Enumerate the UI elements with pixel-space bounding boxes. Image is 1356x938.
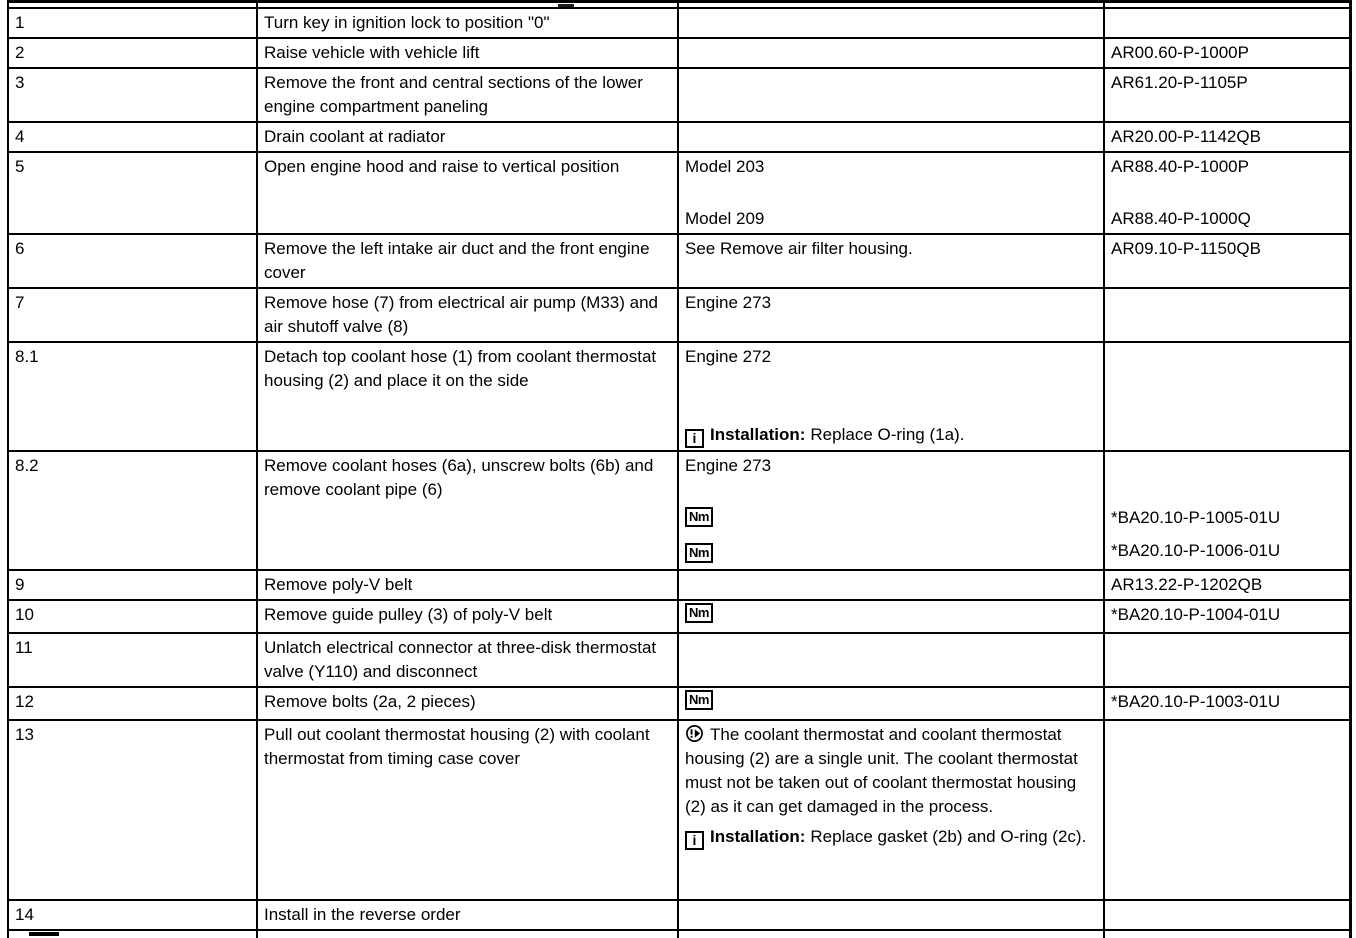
info-icon: i — [685, 831, 704, 850]
table-row-step-3 — [8, 68, 1350, 122]
note-cell — [678, 8, 1104, 38]
note-cell — [678, 122, 1104, 152]
step-number: 13 — [8, 720, 257, 900]
doc-code: *BA20.10-P-1004-01U — [1111, 605, 1281, 624]
torque-nm-icon: Nm — [685, 507, 713, 527]
note-cell — [678, 234, 1104, 288]
table-row-step-8-1 — [8, 342, 1350, 451]
step-number: 4 — [8, 122, 257, 152]
procedure-cell: Install in the reverse order — [257, 900, 678, 930]
cutoff-text-remnant — [558, 4, 574, 7]
procedure-cell: Remove the front and central sections of the lower engine compartment paneling — [257, 68, 678, 122]
engine-note: Engine 273 — [685, 456, 772, 475]
doc-cell — [1104, 288, 1350, 342]
step-number: 5 — [8, 152, 257, 234]
cut-bottom-step-cell — [8, 930, 257, 938]
procedure-cell: Remove guide pulley (3) of poly-V belt — [257, 600, 678, 633]
table-row-step-10 — [8, 600, 1350, 633]
procedure-cell: Remove the left intake air duct and the front engine cover — [257, 234, 678, 288]
procedure-cell: Turn key in ignition lock to position "0" — [257, 8, 678, 38]
doc-cell — [1104, 600, 1350, 633]
procedure-cell: Remove hose (7) from electrical air pump (M33) and air shutoff valve (8) — [257, 288, 678, 342]
cross-reference: See Remove air filter housing. — [685, 239, 913, 258]
note-cell — [678, 152, 1104, 234]
step-number: 6 — [8, 234, 257, 288]
model-note: Model 209 — [685, 209, 765, 228]
step-number: 1 — [8, 8, 257, 38]
procedure-cell: Remove poly-V belt — [257, 570, 678, 600]
installation-label: Installation: — [710, 425, 806, 444]
table-row-step-6 — [8, 234, 1350, 288]
table-row-step-7 — [8, 288, 1350, 342]
note-cell — [678, 570, 1104, 600]
procedure-cell: Open engine hood and raise to vertical position — [257, 152, 678, 234]
note-cell — [678, 900, 1104, 930]
doc-code: AR20.00-P-1142QB — [1111, 127, 1261, 146]
torque-nm-icon: Nm — [685, 690, 713, 710]
doc-code: *BA20.10-P-1003-01U — [1111, 692, 1281, 711]
doc-code: *BA20.10-P-1005-01U — [1111, 508, 1281, 527]
damage-note: The coolant thermostat and coolant thermostat housing (2) are a single unit. The coolant thermostat must not be taken out of coolant thermostat housing (2) as it can get damaged in the process. — [685, 725, 1078, 816]
cut-bottom-doc-cell — [1104, 930, 1350, 938]
table-row-step-13 — [8, 720, 1350, 900]
doc-cell — [1104, 570, 1350, 600]
procedure-cell: Remove bolts (2a, 2 pieces) — [257, 687, 678, 720]
installation-note — [685, 423, 1098, 448]
installation-label: Installation: — [710, 827, 806, 846]
doc-code: *BA20.10-P-1006-01U — [1111, 541, 1281, 560]
table-row-step-5 — [8, 152, 1350, 234]
procedure-cell: Unlatch electrical connector at three-disk thermostat valve (Y110) and disconnect — [257, 633, 678, 687]
table-row-step-4 — [8, 122, 1350, 152]
doc-cell — [1104, 8, 1350, 38]
step-number: 14 — [8, 900, 257, 930]
table-row-step-14 — [8, 900, 1350, 930]
info-icon: i — [685, 429, 704, 448]
cut-bottom-procedure-cell — [257, 930, 678, 938]
table-row-cutoff-bottom — [8, 930, 1350, 938]
table-row-step-11 — [8, 633, 1350, 687]
procedure-cell: Drain coolant at radiator — [257, 122, 678, 152]
step-number: 11 — [8, 633, 257, 687]
doc-code: AR88.40-P-1000P — [1111, 157, 1249, 176]
engine-note: Engine 272 — [685, 347, 772, 366]
doc-cell — [1104, 68, 1350, 122]
doc-code: AR13.22-P-1202QB — [1111, 575, 1263, 594]
note-cell — [678, 600, 1104, 633]
table-row-step-9 — [8, 570, 1350, 600]
doc-cell — [1104, 451, 1350, 570]
note-cell — [678, 288, 1104, 342]
installation-text: Replace O-ring (1a). — [810, 425, 965, 444]
note-cell — [678, 342, 1104, 451]
step-number: 8.2 — [8, 451, 257, 570]
cut-bottom-note-cell — [678, 930, 1104, 938]
step-number: 12 — [8, 687, 257, 720]
table-row-step-8-2 — [8, 451, 1350, 570]
doc-cell — [1104, 234, 1350, 288]
step-number: 3 — [8, 68, 257, 122]
doc-cell — [1104, 900, 1350, 930]
doc-code: AR88.40-P-1000Q — [1111, 209, 1251, 228]
step-number: 9 — [8, 570, 257, 600]
damage-warning-icon — [685, 724, 705, 743]
note-cell — [678, 720, 1104, 900]
procedure-cell: Remove coolant hoses (6a), unscrew bolts (6b) and remove coolant pipe (6) — [257, 451, 678, 570]
note-cell — [678, 68, 1104, 122]
procedure-table — [7, 0, 1352, 938]
procedure-cell: Pull out coolant thermostat housing (2) with coolant thermostat from timing case cover — [257, 720, 678, 900]
note-cell — [678, 451, 1104, 570]
doc-code: AR61.20-P-1105P — [1111, 73, 1248, 92]
torque-nm-icon: Nm — [685, 543, 713, 563]
installation-text: Replace gasket (2b) and O-ring (2c). — [810, 827, 1087, 846]
table-row-step-2 — [8, 38, 1350, 68]
step-number: 8.1 — [8, 342, 257, 451]
doc-cell — [1104, 720, 1350, 900]
procedure-cell: Raise vehicle with vehicle lift — [257, 38, 678, 68]
step-number: 10 — [8, 600, 257, 633]
step-number: 2 — [8, 38, 257, 68]
doc-code: AR09.10-P-1150QB — [1111, 239, 1261, 258]
note-cell — [678, 633, 1104, 687]
note-cell — [678, 38, 1104, 68]
doc-cell — [1104, 687, 1350, 720]
torque-nm-icon: Nm — [685, 603, 713, 623]
cutoff-icon-remnant — [29, 932, 59, 936]
engine-note: Engine 273 — [685, 293, 772, 312]
doc-cell — [1104, 342, 1350, 451]
installation-note — [685, 825, 1098, 850]
doc-cell — [1104, 38, 1350, 68]
table-row-step-12 — [8, 687, 1350, 720]
model-note: Model 203 — [685, 157, 765, 176]
note-cell — [678, 687, 1104, 720]
procedure-cell: Detach top coolant hose (1) from coolant thermostat housing (2) and place it on the side — [257, 342, 678, 451]
doc-cell — [1104, 152, 1350, 234]
doc-cell — [1104, 122, 1350, 152]
step-number: 7 — [8, 288, 257, 342]
table-row-step-1 — [8, 8, 1350, 38]
doc-code: AR00.60-P-1000P — [1111, 43, 1249, 62]
doc-cell — [1104, 633, 1350, 687]
